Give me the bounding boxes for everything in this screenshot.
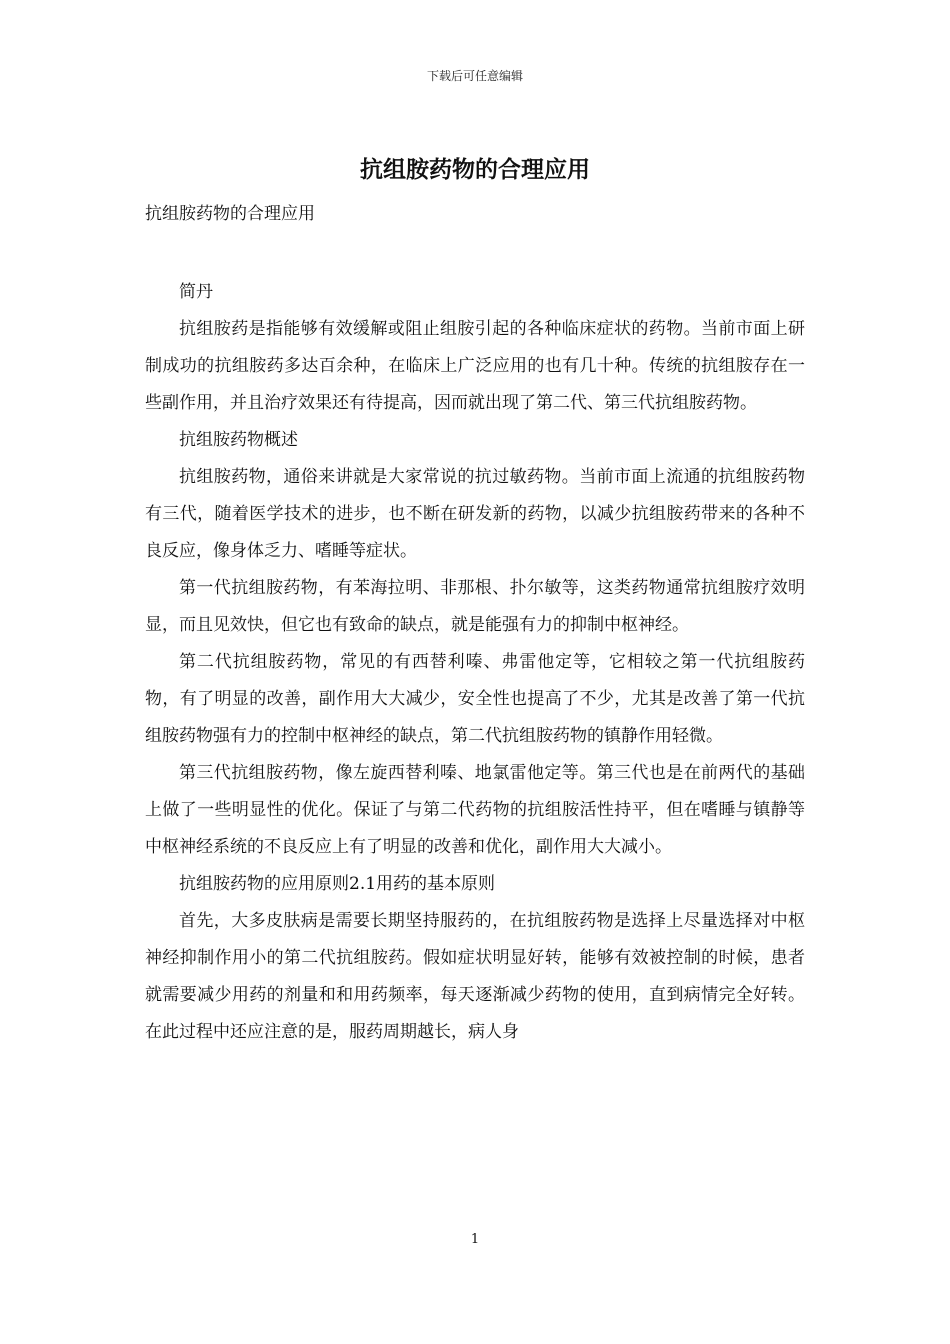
body-paragraph: 第二代抗组胺药物，常见的有西替利嗪、弗雷他定等，它相较之第一代抗组胺药物，有了明显的改善，副作用大大减少，安全性也提高了不少，尤其是改善了第一代抗组胺药物强有力的控制中枢神经的缺点，第二代抗组胺药物的镇静作用轻微。: [145, 652, 805, 746]
body-paragraph: 首先，大多皮肤病是需要长期坚持服药的，在抗组胺药物是选择上尽量选择对中枢神经抑制作用小的第二代抗组胺药。假如症状明显好转，能够有效被控制的时候，患者就需要减少用药的剂量和和用药频率，每天逐渐减少药物的使用，直到病情完全好转。在此过程中还应注意的是，服药周期越长，病人身: [145, 911, 805, 1042]
author-name: 简丹: [179, 282, 213, 302]
body-paragraph: 抗组胺药是指能够有效缓解或阻止组胺引起的各种临床症状的药物。当前市面上研制成功的抗组胺药多达百余种，在临床上广泛应用的也有几十种。传统的抗组胺存在一些副作用，并且治疗效果还有待提高，因而就出现了第二代、第三代抗组胺药物。: [145, 319, 805, 413]
document-body: [145, 274, 805, 1051]
document-title: 抗组胺药物的合理应用: [360, 157, 590, 183]
body-paragraph: 第三代抗组胺药物，像左旋西替利嗪、地氯雷他定等。第三代也是在前两代的基础上做了一些明显性的优化。保证了与第二代药物的抗组胺活性持平，但在嗜睡与镇静等中枢神经系统的不良反应上有了明显的改善和优化，副作用大大减小。: [145, 763, 805, 857]
body-paragraph: 第一代抗组胺药物，有苯海拉明、非那根、扑尔敏等，这类药物通常抗组胺疗效明显，而且见效快，但它也有致命的缺点，就是能强有力的抑制中枢神经。: [145, 578, 805, 635]
section-heading: 抗组胺药物的应用原则2.1用药的基本原则: [179, 874, 496, 894]
header-note: 下载后可任意编辑: [426, 69, 523, 83]
document-subtitle: 抗组胺药物的合理应用: [145, 204, 315, 224]
body-paragraph: 抗组胺药物，通俗来讲就是大家常说的抗过敏药物。当前市面上流通的抗组胺药物有三代，随着医学技术的进步，也不断在研发新的药物，以减少抗组胺药带来的各种不良反应，像身体乏力、嗜睡等症状。: [145, 467, 805, 561]
page-number: 1: [470, 1232, 480, 1247]
section-heading: 抗组胺药物概述: [179, 430, 298, 450]
